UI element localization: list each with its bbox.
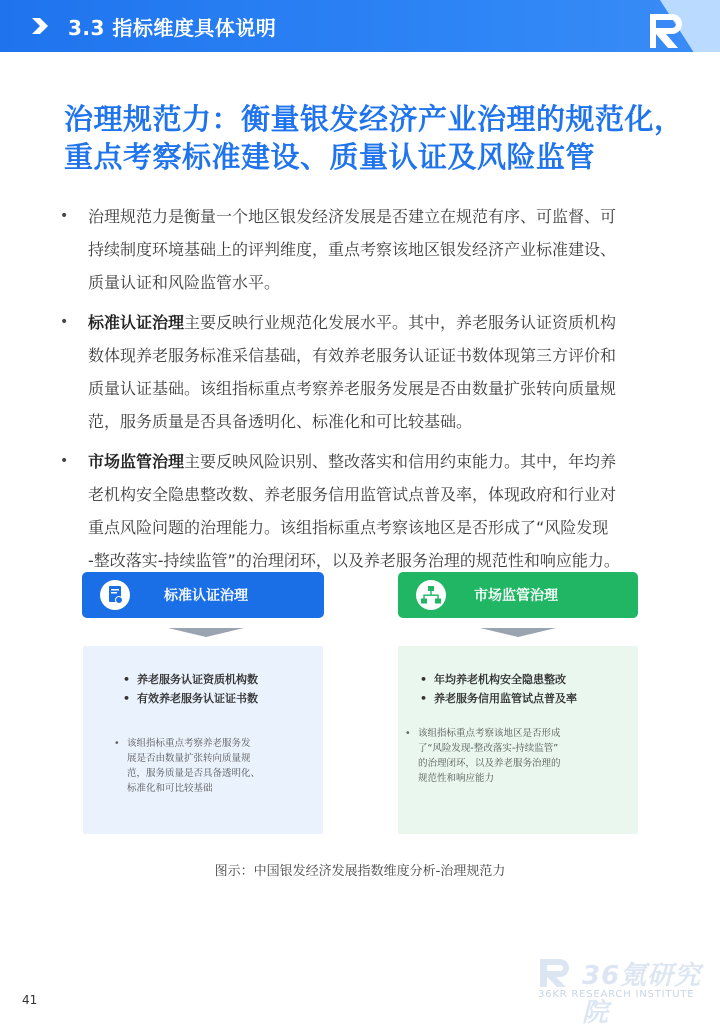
bullet-line: -整改落实-持续监管”的治理闭环，以及养老服务治理的规范性和响应能力。 [88, 551, 620, 570]
bullet-line: 持续制度环境基础上的评判维度，重点考察该地区银发经济产业标准建设、 [88, 240, 617, 259]
brand-logo-icon [590, 0, 720, 52]
bullet-dot-icon: • [114, 738, 120, 749]
down-arrow-icon [168, 628, 244, 637]
heading-line-2: 重点考察标准建设、质量认证及风险监管 [64, 140, 596, 174]
note-line: 该组指标重点考察养老服务发 [127, 738, 251, 749]
watermark-subtext: 36KR RESEARCH INSTITUTE [538, 989, 695, 1000]
bullet-list [58, 200, 668, 577]
section-header-bar [0, 0, 720, 52]
page-heading [64, 100, 684, 176]
bullet-dot-icon: • [60, 453, 69, 469]
bullet-line [88, 445, 668, 478]
bullet-line: 老机构安全隐患整改数、养老服务信用监管试点普及率，体现政府和行业对 [88, 485, 617, 504]
card-note [114, 736, 287, 796]
bullet-line: 质量认证基础。该组指标重点考察养老服务发展是否由数量扩张转向质量规 [88, 379, 617, 398]
bullet-dot-icon: • [60, 314, 69, 330]
watermark-text: 36氪研究院 [582, 961, 702, 1028]
figure-caption: 图示：中国银发经济发展指数维度分析-治理规范力 [214, 864, 506, 879]
bullet-item [58, 200, 668, 299]
bullet-first-text: 主要反映风险识别、整改落实和信用约束能力。其中，年均养 [184, 452, 617, 471]
standard-certification-card [83, 646, 323, 834]
down-arrow-icon [480, 628, 556, 637]
bullet-line: 治理规范力是衡量一个地区银发经济发展是否建立在规范有序、可监督、可 [88, 207, 617, 226]
note-line: 标准化和可比较基础 [127, 783, 213, 794]
indicator-item: • 有效养老服务认证证书数 [123, 689, 258, 708]
indicator-list [123, 670, 258, 708]
watermark [538, 955, 703, 1028]
page-number: 41 [22, 993, 38, 1007]
pill-title: 标准认证治理 [164, 588, 248, 604]
standard-certification-pill [82, 572, 324, 618]
bullet-keyword: 市场监管治理 [88, 452, 185, 471]
note-line: 展是否由数量扩张转向质量规 [127, 753, 251, 764]
bullet-dot-icon: • [405, 728, 411, 739]
chevron-right-icon [30, 15, 52, 37]
org-chart-icon [416, 580, 446, 610]
bullet-first-text: 主要反映行业规范化发展水平。其中，养老服务认证资质机构 [184, 313, 617, 332]
note-line: 该组指标重点考察该地区是否形成 [418, 728, 561, 739]
certificate-icon [100, 580, 130, 610]
bullet-item [58, 306, 668, 438]
brand-logo-icon [538, 957, 574, 987]
indicator-list [420, 670, 577, 708]
pill-title: 市场监管治理 [474, 588, 558, 604]
bullet-line: 范，服务质量是否具备透明化、标准化和可比较基础。 [88, 412, 473, 431]
note-line: 规范性和响应能力 [418, 773, 495, 784]
bullet-dot-icon: • [60, 208, 69, 224]
note-line: 的治理闭环，以及养老服务治理的 [418, 758, 561, 769]
card-note [405, 726, 598, 786]
indicator-item: • 年均养老机构安全隐患整改 [420, 670, 577, 689]
bullet-line [88, 306, 668, 339]
bullet-line: 重点风险问题的治理能力。该组指标重点考察该地区是否形成了“风险发现 [88, 518, 609, 537]
note-line: 了“风险发现-整改落实-持续监管” [418, 743, 559, 754]
bullet-line: 质量认证和风险监管水平。 [88, 273, 281, 292]
bullet-item [58, 445, 668, 577]
bullet-line: 数体现养老服务标准采信基础，有效养老服务认证证书数体现第三方评价和 [88, 346, 617, 365]
indicator-item: • 养老服务信用监管试点普及率 [420, 689, 577, 708]
note-line: 范，服务质量是否具备透明化、 [127, 768, 261, 779]
market-supervision-pill [398, 572, 638, 618]
market-supervision-card [398, 646, 638, 834]
section-title: 3.3 指标维度具体说明 [68, 16, 277, 40]
bullet-keyword: 标准认证治理 [88, 313, 185, 332]
heading-line-1: 治理规范力：衡量银发经济产业治理的规范化， [64, 102, 684, 136]
indicator-item: • 养老服务认证资质机构数 [123, 670, 258, 689]
